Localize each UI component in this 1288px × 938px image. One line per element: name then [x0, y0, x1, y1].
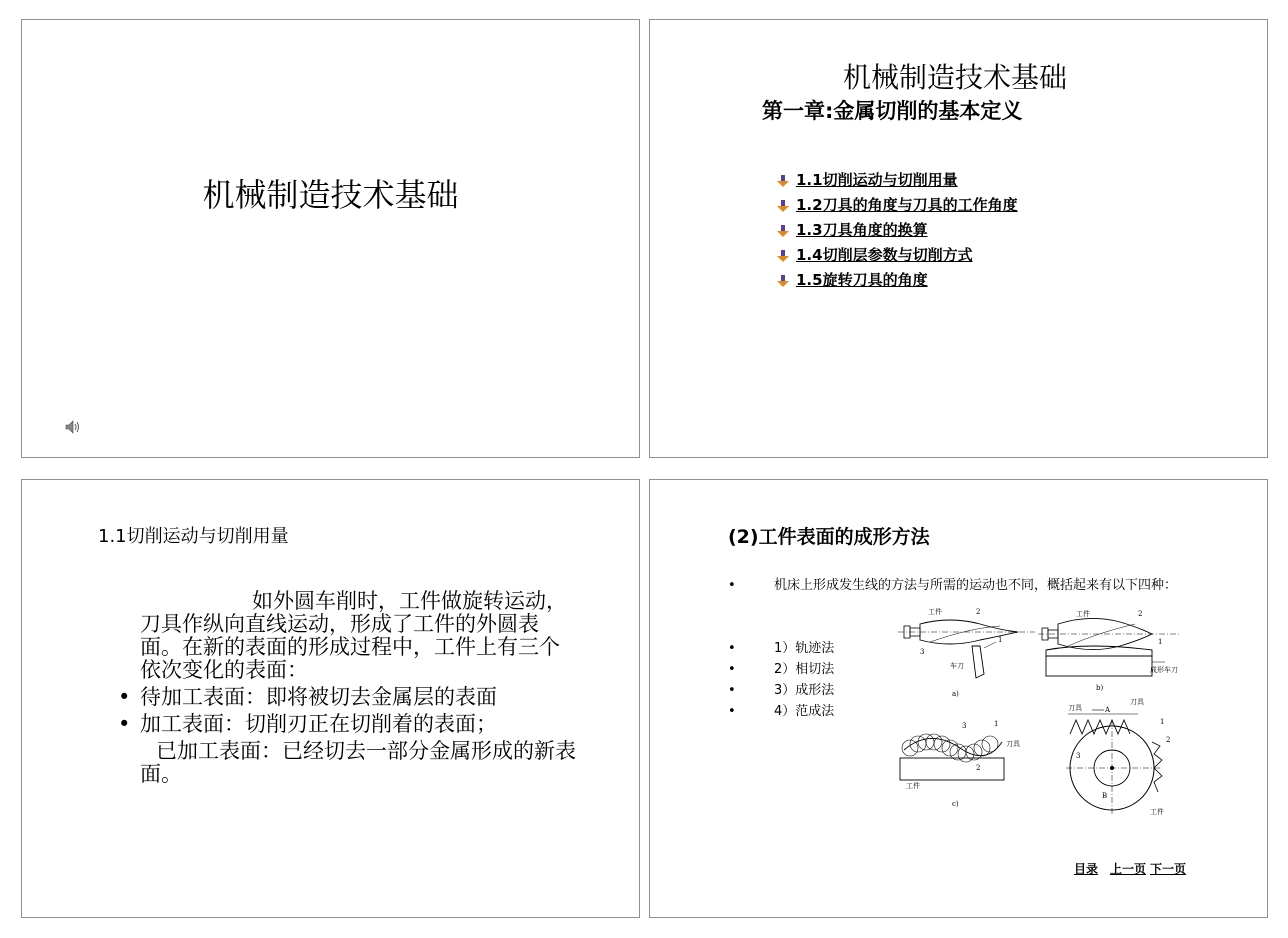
bullet-dot: •: [728, 578, 736, 593]
next-page-link[interactable]: 下一页: [1150, 862, 1187, 876]
toc-link-button[interactable]: 目录: [1074, 862, 1099, 876]
label-workpiece: 工件: [928, 608, 942, 616]
label-num: 3: [1076, 752, 1081, 760]
label-tool: 成形车刀: [1150, 666, 1178, 674]
label-tool: 刀具: [1006, 740, 1020, 748]
arrow-down-icon: [776, 174, 790, 188]
arrow-down-icon: [776, 199, 790, 213]
arrow-down-icon: [776, 274, 790, 288]
toc-link[interactable]: 1.3刀具角度的换算: [796, 221, 928, 239]
bullet-item: • 待加工表面：即将被切去金属层的表面: [116, 686, 576, 709]
body-paragraph: 已加工表面：已经切去一部分金属形成的新表面。: [140, 739, 576, 786]
body-paragraph: 如外圆车削时，工件做旋转运动，刀具作纵向直线运动，形成了工件的外圆表面。在新的表面的形成过程中，工件上有三个依次变化的表面：: [140, 589, 567, 682]
label-num: B: [1102, 792, 1108, 800]
label-workpiece: 工件: [906, 782, 920, 790]
label-workpiece: 工件: [1150, 808, 1164, 816]
intro-bullet: [728, 577, 1188, 594]
toc-list: [776, 168, 1018, 293]
label-num: 1: [998, 636, 1003, 644]
intro-text: 机床上形成发生线的方法与所需的运动也不同，概括起来有以下四种：: [774, 578, 1178, 593]
label-num: 2: [1138, 610, 1143, 618]
figure-b: [1038, 609, 1180, 692]
methods-list: [728, 638, 834, 722]
slide-4[interactable]: [649, 479, 1268, 918]
toc-link[interactable]: 1.1切削运动与切削用量: [796, 171, 958, 189]
label-num: 1: [1158, 638, 1163, 646]
toc-item[interactable]: [776, 193, 1018, 218]
chapter-title: 第一章:金属切削的基本定义: [762, 99, 1023, 123]
figure-c: [900, 720, 1021, 808]
figure-caption: c): [952, 800, 959, 808]
label-workpiece: 工件: [1076, 610, 1090, 618]
label-tool: 车刀: [950, 662, 964, 670]
slide-1[interactable]: [21, 19, 640, 458]
slide-title: 机械制造技术基础: [843, 61, 1068, 94]
figure-caption: a): [952, 690, 959, 698]
label-num: 3: [962, 722, 967, 730]
section-heading: 1.1切削运动与切削用量: [98, 526, 289, 547]
toc-link[interactable]: 1.4切削层参数与切削方式: [796, 246, 973, 264]
label-arrow: A: [1105, 706, 1111, 714]
method-item: • 4）范成法: [728, 701, 834, 722]
speaker-icon[interactable]: [64, 418, 82, 436]
label-num: 3: [920, 648, 925, 656]
label-num: 2: [976, 764, 981, 772]
toc-item[interactable]: [776, 268, 1018, 293]
toc-link[interactable]: 1.5旋转刀具的角度: [796, 271, 928, 289]
toc-item[interactable]: [776, 218, 1018, 243]
toc-item[interactable]: [776, 168, 1018, 193]
method-item: • 2）相切法: [728, 659, 834, 680]
method-item: • 3）成形法: [728, 680, 834, 701]
slide-3[interactable]: [21, 479, 640, 918]
method-item: • 1）轨迹法: [728, 638, 834, 659]
figure-a: [898, 607, 1035, 698]
label-num: 1: [1160, 718, 1165, 726]
prev-page-link[interactable]: 上一页: [1110, 862, 1147, 876]
slide-2[interactable]: [649, 19, 1268, 458]
label-num: 2: [1166, 736, 1171, 744]
label-tool: 刀具: [1130, 698, 1144, 706]
slide-title: 机械制造技术基础: [202, 176, 459, 214]
forming-methods-figure: [890, 602, 1190, 832]
arrow-down-icon: [776, 224, 790, 238]
toc-link[interactable]: 1.2刀具的角度与刀具的工作角度: [796, 196, 1018, 214]
arrow-down-icon: [776, 249, 790, 263]
label-tool: 刀具: [1068, 704, 1082, 712]
toc-item[interactable]: [776, 243, 1018, 268]
label-num: 2: [976, 608, 981, 616]
label-num: 1: [994, 720, 999, 728]
slide-body: [116, 590, 576, 786]
figure-d: [1066, 697, 1170, 816]
figure-caption: b): [1096, 684, 1104, 692]
section-heading: (2)工件表面的成形方法: [728, 526, 930, 548]
bullet-item: • 加工表面：切削刃正在切削着的表面；: [116, 713, 576, 736]
